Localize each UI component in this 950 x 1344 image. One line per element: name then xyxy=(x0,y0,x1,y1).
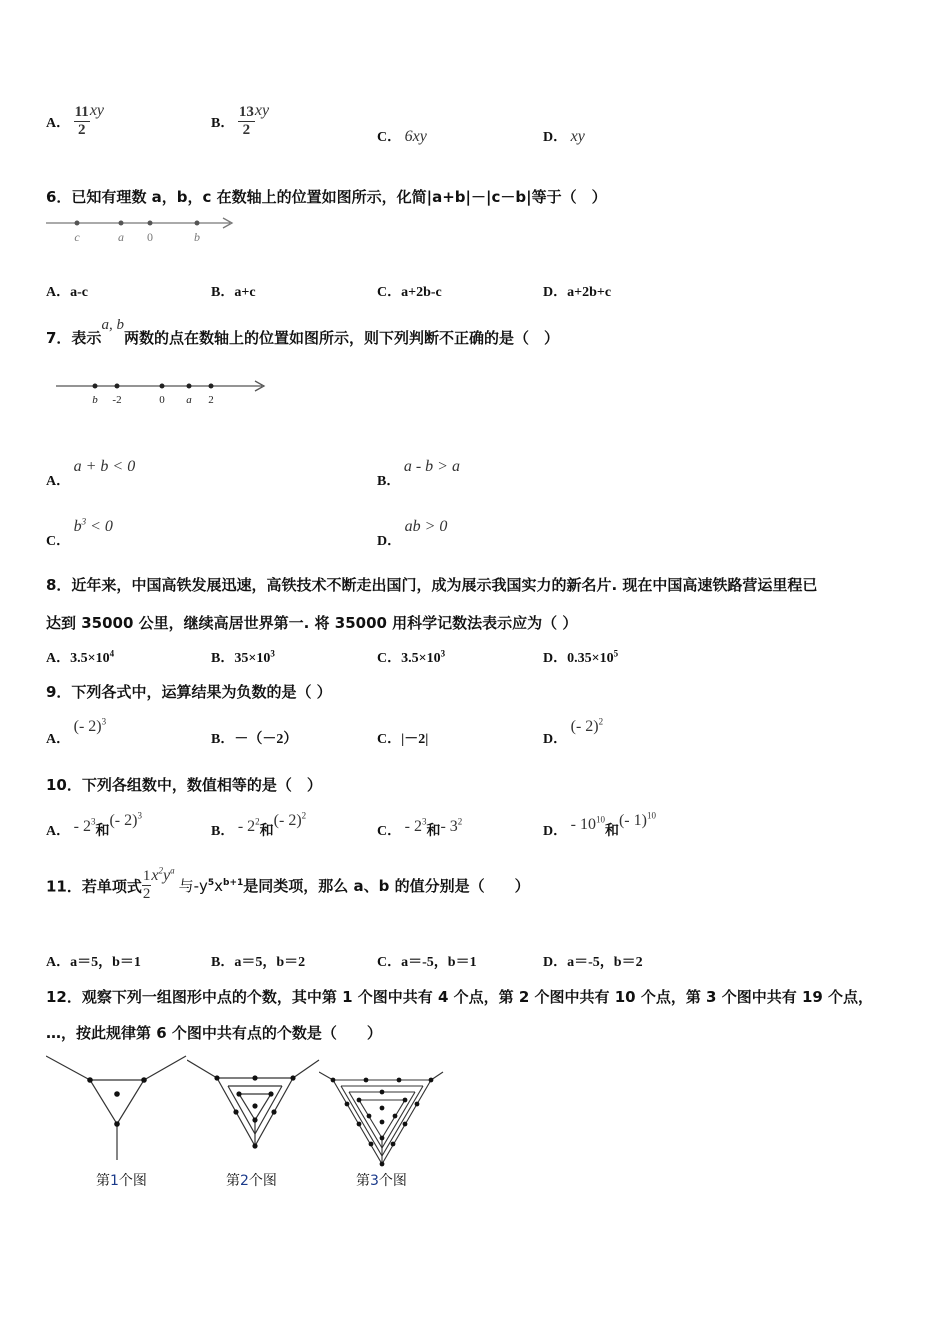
right-expression xyxy=(619,812,656,829)
he-connector: 和 xyxy=(259,824,274,839)
option-text: a＝5，b＝2 xyxy=(234,955,306,970)
left-expression xyxy=(571,816,605,833)
rest: < 0 xyxy=(86,518,113,535)
option-label: C． xyxy=(46,534,71,549)
fraction-half xyxy=(142,868,152,903)
caption-pre: 第 xyxy=(96,1173,110,1189)
base: (- 2) xyxy=(109,812,138,829)
label-2: 2 xyxy=(208,394,214,406)
q7-option-b xyxy=(377,456,460,489)
numerator: 1 xyxy=(142,868,151,885)
option-label: D． xyxy=(543,130,568,145)
caption-num: 3 xyxy=(370,1173,379,1189)
q6-option-b xyxy=(211,281,256,301)
exponent: 3 xyxy=(137,810,142,821)
mono-x-exp: 2 xyxy=(158,866,163,876)
point-neg2 xyxy=(115,384,120,389)
q12-caption-2 xyxy=(226,1170,277,1190)
caption-pre: 第 xyxy=(226,1173,240,1189)
denominator: 2 xyxy=(77,122,86,139)
exponent: 10 xyxy=(646,810,656,821)
exponent: 2 xyxy=(255,816,260,827)
base: - 3 xyxy=(440,818,458,835)
q12-figure-2 xyxy=(187,1056,321,1160)
label-neg2: -2 xyxy=(112,394,122,406)
base: 0.35×10 xyxy=(567,651,614,666)
q8-line2: 达到 35000 公里，继续高居世界第一. 将 35000 用科学记数法表示应为（ ） xyxy=(46,614,578,632)
q5-option-d xyxy=(543,126,585,146)
q6-option-a xyxy=(46,281,88,301)
q11-suffix: 是同类项，那么 a、b 的值分别是（ ） xyxy=(243,877,530,896)
option-expression: ab > 0 xyxy=(404,518,448,535)
base: (- 2) xyxy=(273,812,302,829)
exponent: 3 xyxy=(101,716,107,727)
exponent: 3 xyxy=(440,648,446,659)
q7-option-c xyxy=(46,516,113,549)
right-expression xyxy=(274,812,306,829)
q9-option-d xyxy=(543,716,604,747)
label-b: b xyxy=(92,394,98,406)
exponent: 5 xyxy=(613,648,619,659)
option-label: B． xyxy=(211,115,235,131)
q7-option-d xyxy=(377,516,448,549)
point-0 xyxy=(160,384,165,389)
mono-y-exp: a xyxy=(170,866,175,876)
right-expression xyxy=(440,818,462,835)
option-label: A． xyxy=(46,732,71,747)
q11-prefix: 11．若单项式 xyxy=(46,877,142,896)
left-expression xyxy=(74,818,96,835)
q5-option-a xyxy=(46,102,104,139)
caption-num: 1 xyxy=(110,1173,119,1189)
base: - 2 xyxy=(404,818,422,835)
option-label: D． xyxy=(543,651,568,666)
q6-option-c xyxy=(377,281,442,301)
mono-y: y xyxy=(162,867,171,885)
option-expression xyxy=(571,718,603,735)
q7-number-line xyxy=(54,376,269,406)
q7-vars: a, b xyxy=(101,317,124,333)
base: 3.5×10 xyxy=(70,651,110,666)
point-2 xyxy=(209,384,214,389)
q10-text: 10．下列各组数中，数值相等的是（ ） xyxy=(46,776,322,794)
denominator: 2 xyxy=(142,886,151,903)
option-label: A． xyxy=(46,474,71,489)
option-text: a+c xyxy=(234,285,256,300)
option-expression xyxy=(74,718,106,735)
label-b: b xyxy=(194,230,200,244)
base: (- 1) xyxy=(618,812,647,829)
mono-x: x xyxy=(151,867,159,885)
option-label: D． xyxy=(377,534,402,549)
q11-option-a xyxy=(46,951,141,971)
q7-text xyxy=(46,313,559,347)
fraction xyxy=(74,104,90,139)
option-label: A． xyxy=(46,824,71,839)
point-b xyxy=(93,384,98,389)
option-expression: a - b > a xyxy=(403,458,460,475)
option-label: A． xyxy=(46,285,71,300)
q12-figure-3 xyxy=(319,1068,445,1168)
base: 3.5×10 xyxy=(401,651,441,666)
base: b xyxy=(73,518,82,535)
q7-prefix: 7．表示 xyxy=(46,329,102,347)
option-label: C． xyxy=(377,824,402,839)
label-a: a xyxy=(118,230,124,244)
q5-option-c xyxy=(377,126,427,146)
he-connector: 和 xyxy=(604,824,619,839)
variable: xy xyxy=(89,102,105,119)
right-expression xyxy=(109,812,141,829)
option-text: a＝-5，b＝2 xyxy=(567,955,643,970)
base: (- 2) xyxy=(570,718,599,735)
option-label: D． xyxy=(543,824,568,839)
caption-post: 个图 xyxy=(378,1173,407,1189)
fraction xyxy=(238,104,255,139)
label-a: a xyxy=(186,394,192,406)
option-text: a＝-5，b＝1 xyxy=(401,955,477,970)
q12-caption-3 xyxy=(356,1170,407,1190)
exponent: 2 xyxy=(301,810,307,821)
option-expression: a + b < 0 xyxy=(73,458,136,475)
option-label: C． xyxy=(377,130,402,145)
option-label: A． xyxy=(46,115,71,131)
point-a xyxy=(119,221,124,226)
option-label: C． xyxy=(377,285,402,300)
q9-option-b xyxy=(211,728,297,748)
q5-option-b xyxy=(211,102,269,139)
q10-option-c xyxy=(377,810,463,839)
option-label: B． xyxy=(211,732,235,747)
option-label: D． xyxy=(543,285,568,300)
q12-line1: 12．观察下列一组图形中点的个数，其中第 1 个图中共有 4 个点，第 2 个图中共有 10 个点，第 3 个图中共有 19 个点， xyxy=(46,988,874,1006)
q9-text: 9．下列各式中，运算结果为负数的是（ ） xyxy=(46,683,332,701)
base: - 10 xyxy=(570,816,596,833)
q10-option-b xyxy=(211,810,307,839)
option-label: D． xyxy=(543,732,568,747)
q7-suffix: 两数的点在数轴上的位置如图所示，则下列判断不正确的是（ ） xyxy=(123,329,559,347)
exponent: 3 xyxy=(81,516,87,527)
q11-option-b xyxy=(211,951,305,971)
q8-option-d xyxy=(543,647,618,667)
caption-num: 2 xyxy=(240,1173,249,1189)
q10-option-d xyxy=(543,810,656,839)
q12-figure-1 xyxy=(46,1052,188,1160)
option-label: B． xyxy=(211,651,235,666)
option-text: a＝5，b＝1 xyxy=(70,955,141,970)
point-0 xyxy=(148,221,153,226)
label-0: 0 xyxy=(147,230,153,244)
numerator: 13 xyxy=(238,104,254,121)
q11-mid: 与-y xyxy=(178,877,208,896)
q8-option-c xyxy=(377,647,445,667)
base: - 2 xyxy=(237,818,256,835)
option-label: C． xyxy=(377,955,402,970)
he-connector: 和 xyxy=(426,824,441,839)
q10-option-a xyxy=(46,810,142,839)
label-c: c xyxy=(74,230,80,244)
y-exp: 5 xyxy=(207,878,215,889)
option-expression xyxy=(74,518,113,535)
expression: xy xyxy=(570,128,585,145)
expression: 6xy xyxy=(404,128,427,145)
point-a xyxy=(187,384,192,389)
q11-option-c xyxy=(377,951,477,971)
option-text: a+2b+c xyxy=(567,285,612,300)
exponent: 3 xyxy=(421,816,427,827)
point-b xyxy=(195,221,200,226)
q11-text xyxy=(46,866,530,903)
exponent: 2 xyxy=(598,716,604,727)
option-label: C． xyxy=(377,651,402,666)
option-text: a+2b-c xyxy=(401,285,442,300)
denominator: 2 xyxy=(242,122,251,139)
label-0: 0 xyxy=(159,394,165,406)
exponent: 2 xyxy=(457,816,463,827)
q7-option-a xyxy=(46,456,136,489)
numerator: 11 xyxy=(74,104,89,121)
option-text: －（－2） xyxy=(234,732,298,747)
base: - 2 xyxy=(73,818,91,835)
exponent: 3 xyxy=(90,816,96,827)
q11-option-d xyxy=(543,951,643,971)
option-label: C． xyxy=(377,732,402,747)
option-label: A． xyxy=(46,651,71,666)
option-label: B． xyxy=(377,474,401,489)
exponent: 4 xyxy=(109,648,115,659)
base: 35×10 xyxy=(234,651,271,666)
exponent: 3 xyxy=(270,648,275,659)
q8-option-a xyxy=(46,647,114,667)
left-expression xyxy=(405,818,427,835)
caption-post: 个图 xyxy=(248,1173,277,1189)
option-label: A． xyxy=(46,955,71,970)
q12-caption-1 xyxy=(96,1170,147,1190)
option-text: a-c xyxy=(70,285,89,300)
option-label: B． xyxy=(211,955,235,970)
q6-number-line xyxy=(44,214,239,246)
q6-option-d xyxy=(543,281,611,301)
q11-rest xyxy=(179,877,530,895)
option-label: D． xyxy=(543,955,568,970)
monomial xyxy=(151,867,174,884)
q8-option-b xyxy=(211,647,275,667)
variable: xy xyxy=(254,102,270,119)
q9-option-c xyxy=(377,728,428,748)
q6-text: 6．已知有理数 a，b，c 在数轴上的位置如图所示，化简|a+b|－|c－b|等于（ ） xyxy=(46,188,607,206)
point-c xyxy=(75,221,80,226)
caption-post: 个图 xyxy=(118,1173,147,1189)
q9-option-a xyxy=(46,716,107,747)
option-label: B． xyxy=(211,285,235,300)
left-expression xyxy=(238,818,260,835)
option-text: |－2| xyxy=(401,732,429,747)
he-connector: 和 xyxy=(95,824,110,839)
q8-line1: 8．近年来，中国高铁发展迅速，高铁技术不断走出国门，成为展示我国实力的新名片. 现在中国高速铁路营运里程已 xyxy=(46,576,818,594)
caption-pre: 第 xyxy=(356,1173,370,1189)
option-label: B． xyxy=(211,824,235,839)
x-var: x xyxy=(214,877,224,896)
q12-line2: …，按此规律第 6 个图中共有点的个数是（ ） xyxy=(46,1024,382,1042)
base: (- 2) xyxy=(73,718,102,735)
x-exp: b+1 xyxy=(223,878,244,889)
exponent: 10 xyxy=(595,814,605,825)
